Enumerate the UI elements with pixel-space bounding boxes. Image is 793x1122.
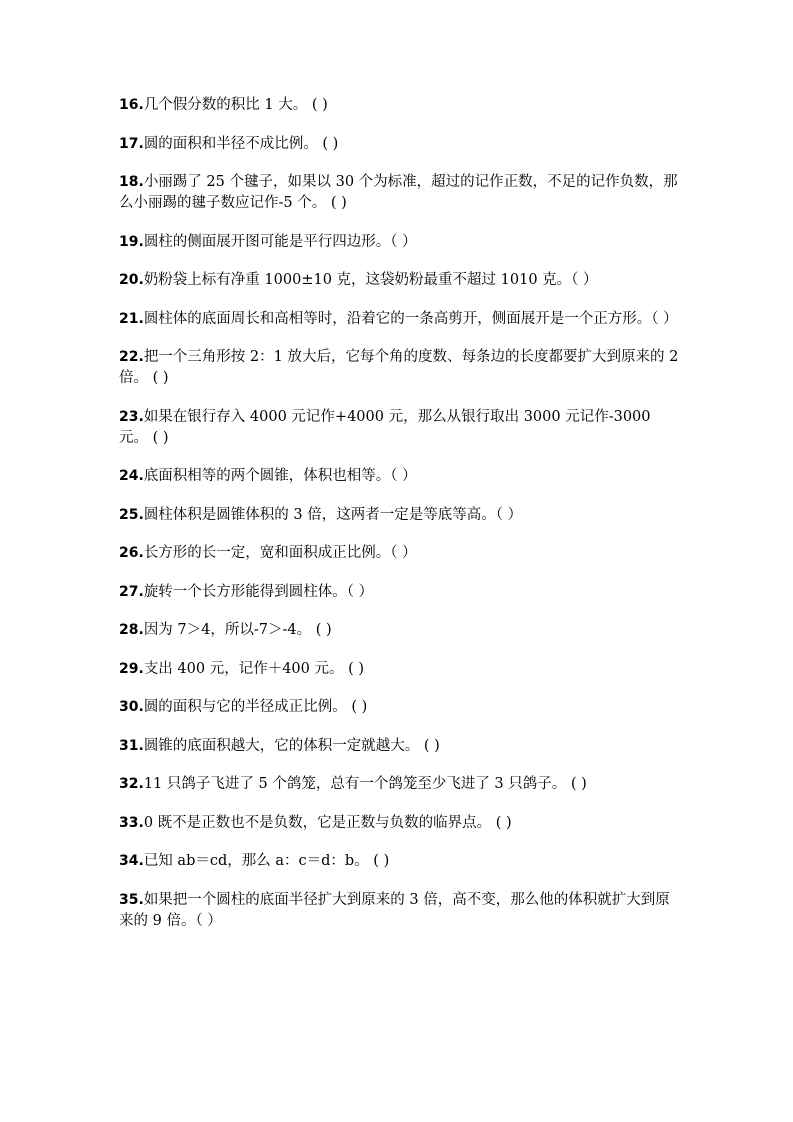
question-number: 23. (119, 408, 144, 425)
question-number: 27. (119, 583, 144, 600)
question-24 (119, 466, 684, 487)
question-20 (119, 270, 684, 291)
question-number: 22. (119, 349, 144, 365)
question-number: 21. (119, 310, 144, 327)
question-number: 29. (119, 660, 144, 677)
question-text: 如果把一个圆柱的底面半径扩大到原来的 3 倍，高不变，那么他的体积就扩大到原来的 9 倍。（ ） (119, 891, 670, 929)
question-text: 圆柱体积是圆锥体积的 3 倍，这两者一定是等底等高。（ ） (143, 506, 523, 523)
question-text: 长方形的长一定，宽和面积成正比例。（ ） (143, 545, 417, 561)
question-text: 小丽踢了 25 个毽子，如果以 30 个为标准，超过的记作正数，不足的记作负数，那么小丽踢的毽子数应记作-5 个。 ( ) (119, 174, 678, 211)
question-28 (119, 620, 684, 641)
question-number: 31. (119, 737, 144, 754)
question-text: 几个假分数的积比 1 大。 ( ) (143, 97, 328, 113)
question-number: 34. (119, 853, 144, 869)
question-23 (119, 407, 684, 449)
question-35 (119, 890, 684, 932)
question-26 (119, 543, 684, 564)
question-text: 已知 ab＝cd，那么 a：c＝d：b。 ( ) (143, 853, 390, 869)
question-text: 奶粉袋上标有净重 1000±10 克，这袋奶粉最重不超过 1010 克。（ ） (143, 272, 598, 288)
question-number: 19. (119, 233, 144, 250)
question-text: 11 只鸽子飞进了 5 个鸽笼，总有一个鸽笼至少飞进了 3 只鸽子。 ( ) (143, 776, 587, 792)
question-number: 33. (119, 814, 144, 831)
question-text: 支出 400 元，记作＋400 元。 ( ) (143, 660, 365, 677)
question-18 (119, 172, 684, 214)
question-text: 圆的面积和半径不成比例。 ( ) (143, 135, 339, 152)
question-text: 如果在银行存入 4000 元记作+4000 元，那么从银行取出 3000 元记作-3000 元。 ( ) (119, 408, 651, 446)
question-text: 圆的面积与它的半径成正比例。 ( ) (143, 699, 368, 715)
question-19 (119, 232, 684, 253)
question-text: 因为 7＞4，所以-7＞-4。 ( ) (143, 622, 332, 638)
question-text: 圆柱体的底面周长和高相等时，沿着它的一条高剪开，侧面展开是一个正方形。（ ） (143, 310, 678, 327)
question-33 (119, 813, 684, 834)
question-text: 0 既不是正数也不是负数，它是正数与负数的临界点。 ( ) (143, 814, 512, 831)
question-text: 圆柱的侧面展开图可能是平行四边形。（ ） (143, 233, 417, 250)
question-text: 旋转一个长方形能得到圆柱体。（ ） (143, 583, 374, 600)
question-number: 20. (119, 272, 144, 288)
question-number: 18. (119, 174, 144, 190)
question-number: 24. (119, 468, 144, 484)
question-number: 28. (119, 622, 144, 638)
question-25 (119, 505, 684, 526)
question-text: 圆锥的底面积越大，它的体积一定就越大。 ( ) (143, 737, 440, 754)
question-number: 35. (119, 891, 144, 908)
question-number: 25. (119, 506, 144, 523)
question-text: 把一个三角形按 2：1 放大后，它每个角的度数、每条边的长度都要扩大到原来的 2 倍。 ( ) (119, 349, 679, 386)
question-list (119, 95, 684, 949)
question-number: 16. (119, 97, 144, 113)
question-27 (119, 582, 684, 603)
question-21 (119, 309, 684, 330)
question-number: 32. (119, 776, 144, 792)
question-number: 17. (119, 135, 144, 152)
question-number: 26. (119, 545, 144, 561)
question-16 (119, 95, 684, 116)
question-22 (119, 347, 684, 389)
question-number: 30. (119, 699, 144, 715)
question-32 (119, 774, 684, 795)
question-29 (119, 659, 684, 680)
question-31 (119, 736, 684, 757)
question-34 (119, 851, 684, 872)
question-17 (119, 134, 684, 155)
question-30 (119, 697, 684, 718)
question-text: 底面积相等的两个圆锥，体积也相等。（ ） (143, 468, 417, 484)
